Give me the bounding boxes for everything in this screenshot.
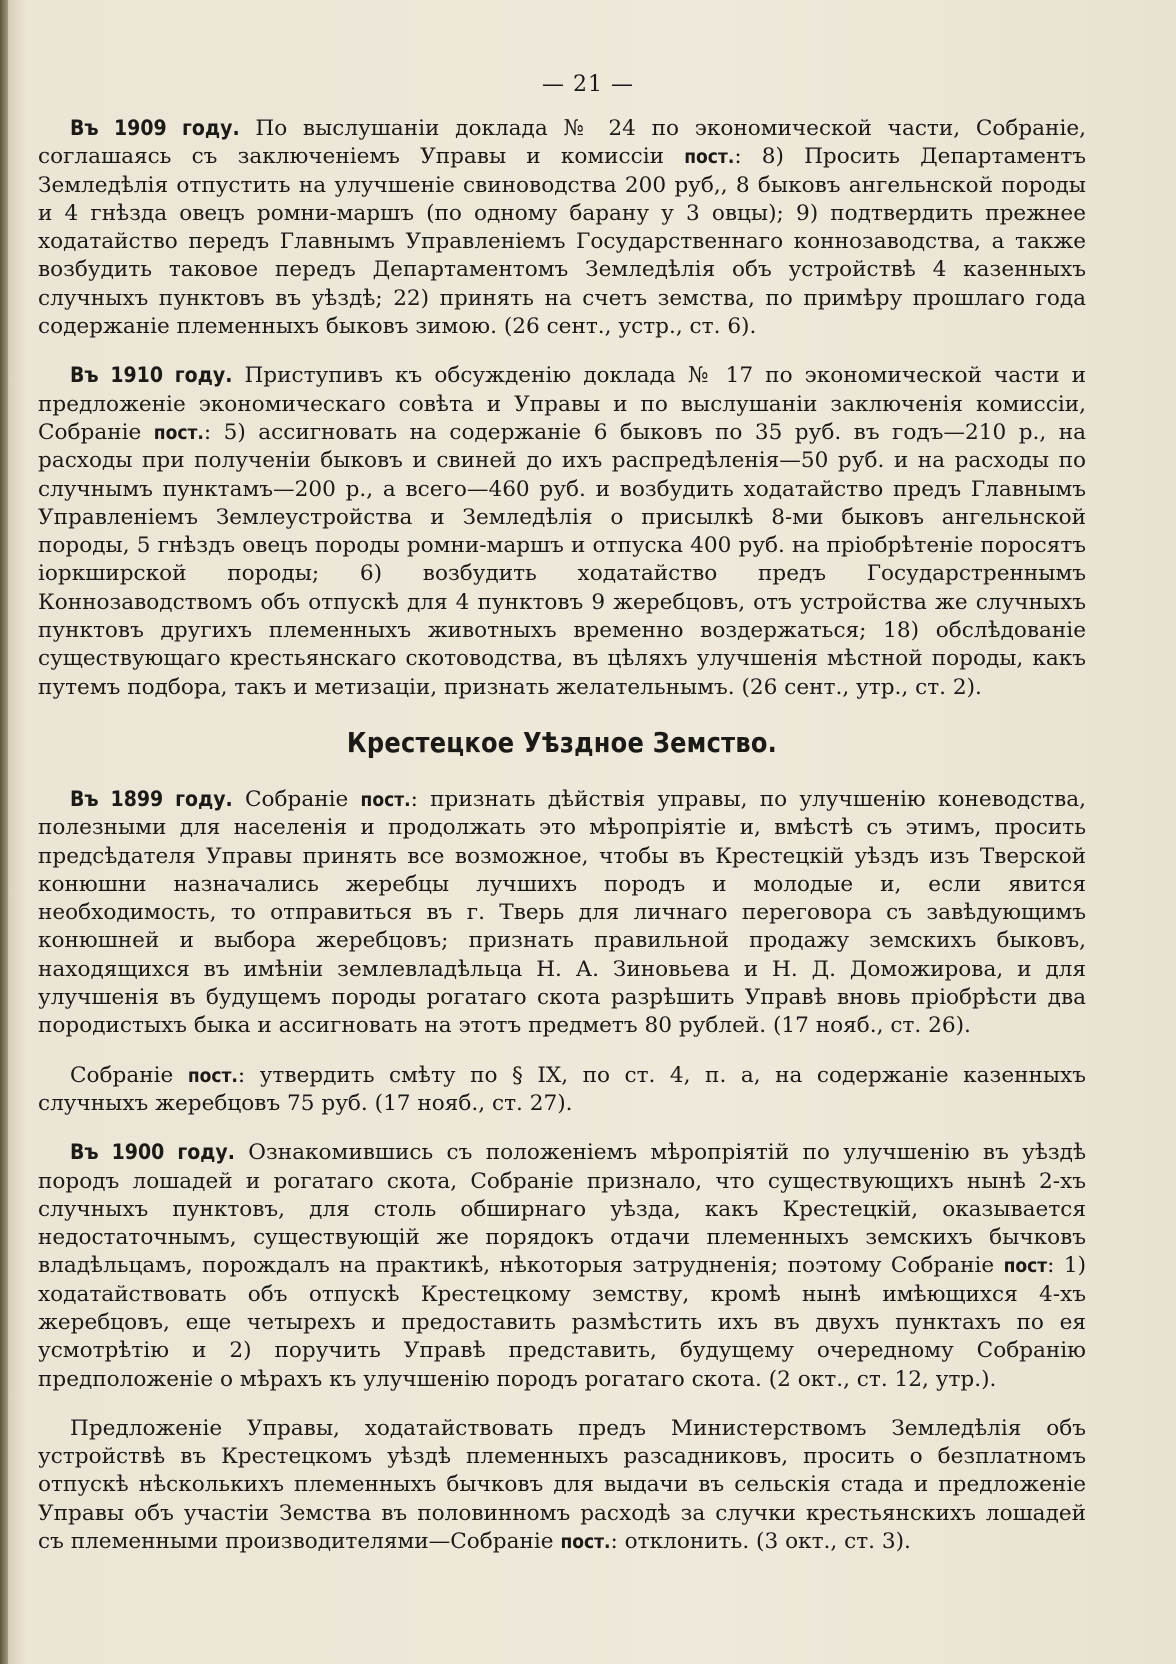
paragraph-text: : 8) Просить Департаментъ Земледѣлія отпустить на улучшеніе свиноводства 200 руб,, 8 быковъ ангельнской породы и 4 гнѣзда овецъ ромни-маршъ (по одному барану у 3 овцы); 9) подтвердить прежнее ходатайство передъ Главнымъ Управленіемъ Государственнаго коннозаводства, а также возбудить таковое передъ Департаментомъ Земледѣлія объ устройствѣ 4 казенныхъ случныхъ пунктовъ въ уѣздѣ; 22) принять на счетъ земства, по примѣру прошлаго года содержаніе племенныхъ быковъ зимою. (26 сент., устр., ст. 6). [38, 144, 1086, 340]
paragraph-text: : утвердить смѣту по § IX, по ст. 4, п. а, на содержаніе казенныхъ случныхъ жеребцовъ 75 руб. (17 нояб., ст. 27). [38, 1062, 1086, 1116]
resolution-abbrev: пост. [153, 421, 204, 444]
resolution-abbrev: пост. [187, 1064, 238, 1087]
paragraph-text: Собраніе [70, 1062, 188, 1088]
year-heading: Въ 1899 году. [70, 786, 233, 811]
page-number: — 21 — [542, 72, 634, 97]
section-title: Крестецкое Уѣздное Земство. [346, 725, 778, 759]
resolution-abbrev: пост. [360, 788, 411, 811]
paragraph-text: : 5) ассигновать на содержаніе 6 быковъ по 35 руб. въ годъ—210 р., на расходы при полученіи быковъ и свиней до ихъ распредѣленія—50 руб. и на расходы по случнымъ пунктамъ—200 р., а всего—460 руб. и возбудить ходатайство предъ Главнымъ Управленіемъ Землеустройства и Земледѣлія о присылкѣ 8-ми быковъ ангельнской породы, 5 гнѣздъ овецъ породы ромни-маршъ и отпуска 400 руб. на пріобрѣтеніе поросятъ іоркширской породы; 6) возбудить ходатайство предъ Государстреннымъ Коннозаводствомъ объ отпускѣ для 4 пунктовъ 9 жеребцовъ, отъ устройства же случныхъ пунктовъ другихъ племенныхъ животныхъ временно воздержаться; 18) обслѣдованіе существующаго крестьянскаго скотоводства, въ цѣляхъ улучшенія мѣстной породы, какъ путемъ подбора, такъ и метизаціи, признать желательнымъ. (26 сент., утр., ст. 2). [38, 419, 1086, 700]
book-spine-edge [0, 0, 8, 1664]
paragraph-text: : 1) ходатайствовать объ отпускѣ Крестецкому земству, кромѣ нынѣ имѣющихся 4-хъ жеребцовъ, еще четырехъ и предоставить размѣстить ихъ въ двухъ пунктахъ по ея усмотрѣтію и 2) поручить Управѣ представить, будущему очередному Собранію предположеніе о мѣрахъ къ улучшенію породъ рогатаго скота. (2 окт., ст. 12, утр.). [38, 1253, 1086, 1392]
resolution-abbrev: пост. [684, 146, 735, 169]
paragraph-1899-budget [38, 1061, 1086, 1119]
paragraph-text: Приступивъ къ обсужденію доклада № 17 по экономической части и предложеніе экономическаго совѣта и Управы и по выслушаніи заключенія комиссіи, Собраніе [38, 363, 1086, 445]
year-heading: Въ 1900 году. [70, 1140, 235, 1165]
paragraph-1900-proposal [38, 1414, 1086, 1556]
paragraph-1910 [38, 361, 1086, 702]
paragraph-1909 [38, 114, 1086, 341]
resolution-abbrev: пост [1003, 1255, 1048, 1278]
page-body [38, 114, 1086, 1576]
paragraph-text: Предложеніе Управы, ходатайствовать предъ Министерствомъ Земледѣлія объ устройствѣ въ Крестецкомъ уѣздѣ племенныхъ разсадниковъ, просить о безплатномъ отпускѣ нѣсколькихъ племенныхъ бычковъ для выдачи въ сельскія стада и предложеніе Управы объ участіи Земства въ половинномъ расходѣ за случки крестьянскихъ лошадей съ племенными производителями—Собраніе [38, 1415, 1086, 1555]
paragraph-text: Собраніе [232, 786, 361, 812]
paragraph-1900 [38, 1138, 1086, 1394]
year-heading: Въ 1910 году. [70, 363, 233, 388]
paragraph-1899 [38, 785, 1086, 1041]
paragraph-text: По выслушаніи доклада № 24 по экономической части, Собраніе, соглашаясь съ заключеніемъ Управы и комиссіи [38, 116, 1086, 170]
resolution-abbrev: пост. [560, 1531, 611, 1554]
year-heading: Въ 1909 году. [70, 116, 240, 140]
paragraph-text: : отклонить. (3 окт., ст. 3). [610, 1529, 911, 1555]
paragraph-text: : признать дѣйствія управы, по улучшенію коневодства, полезными для населенія и продолжать это мѣропріятіе и, вмѣстѣ съ этимъ, просить предсѣдателя Управы принять все возможное, чтобы въ Крестецкій уѣздъ изъ Тверской конюшни назначались жеребцы лучшихъ породъ и молодые и, если явится необходимость, то отправиться въ г. Тверь для личнаго переговора съ завѣдующимъ конюшней и выбора жеребцовъ; признать правильной продажу земскихъ быковъ, находящихся въ имѣніи землевладѣльца Н. А. Зиновьева и Н. Д. Доможирова, и для улучшенія въ будущемъ породы рогатаго скота разрѣшить Управѣ вновь пріобрѣсти два породистыхъ быка и ассигновать на этотъ предметъ 80 рублей. (17 нояб., ст. 26). [38, 786, 1087, 1039]
paragraph-text: Ознакомившись съ положеніемъ мѣропріятій по улучшенію въ уѣздѣ породъ лошадей и рогатаго скота, Собраніе признало, что существующихъ нынѣ 2-хъ случныхъ пунктовъ, для столь обширнаго уѣзда, какъ Крестецкій, оказывается недостаточнымъ, существующій же порядокъ отдачи племенныхъ земскихъ бычковъ владѣльцамъ, порождалъ на практикѣ, нѣкоторыя затрудненія; поэтому Собраніе [38, 1140, 1086, 1279]
